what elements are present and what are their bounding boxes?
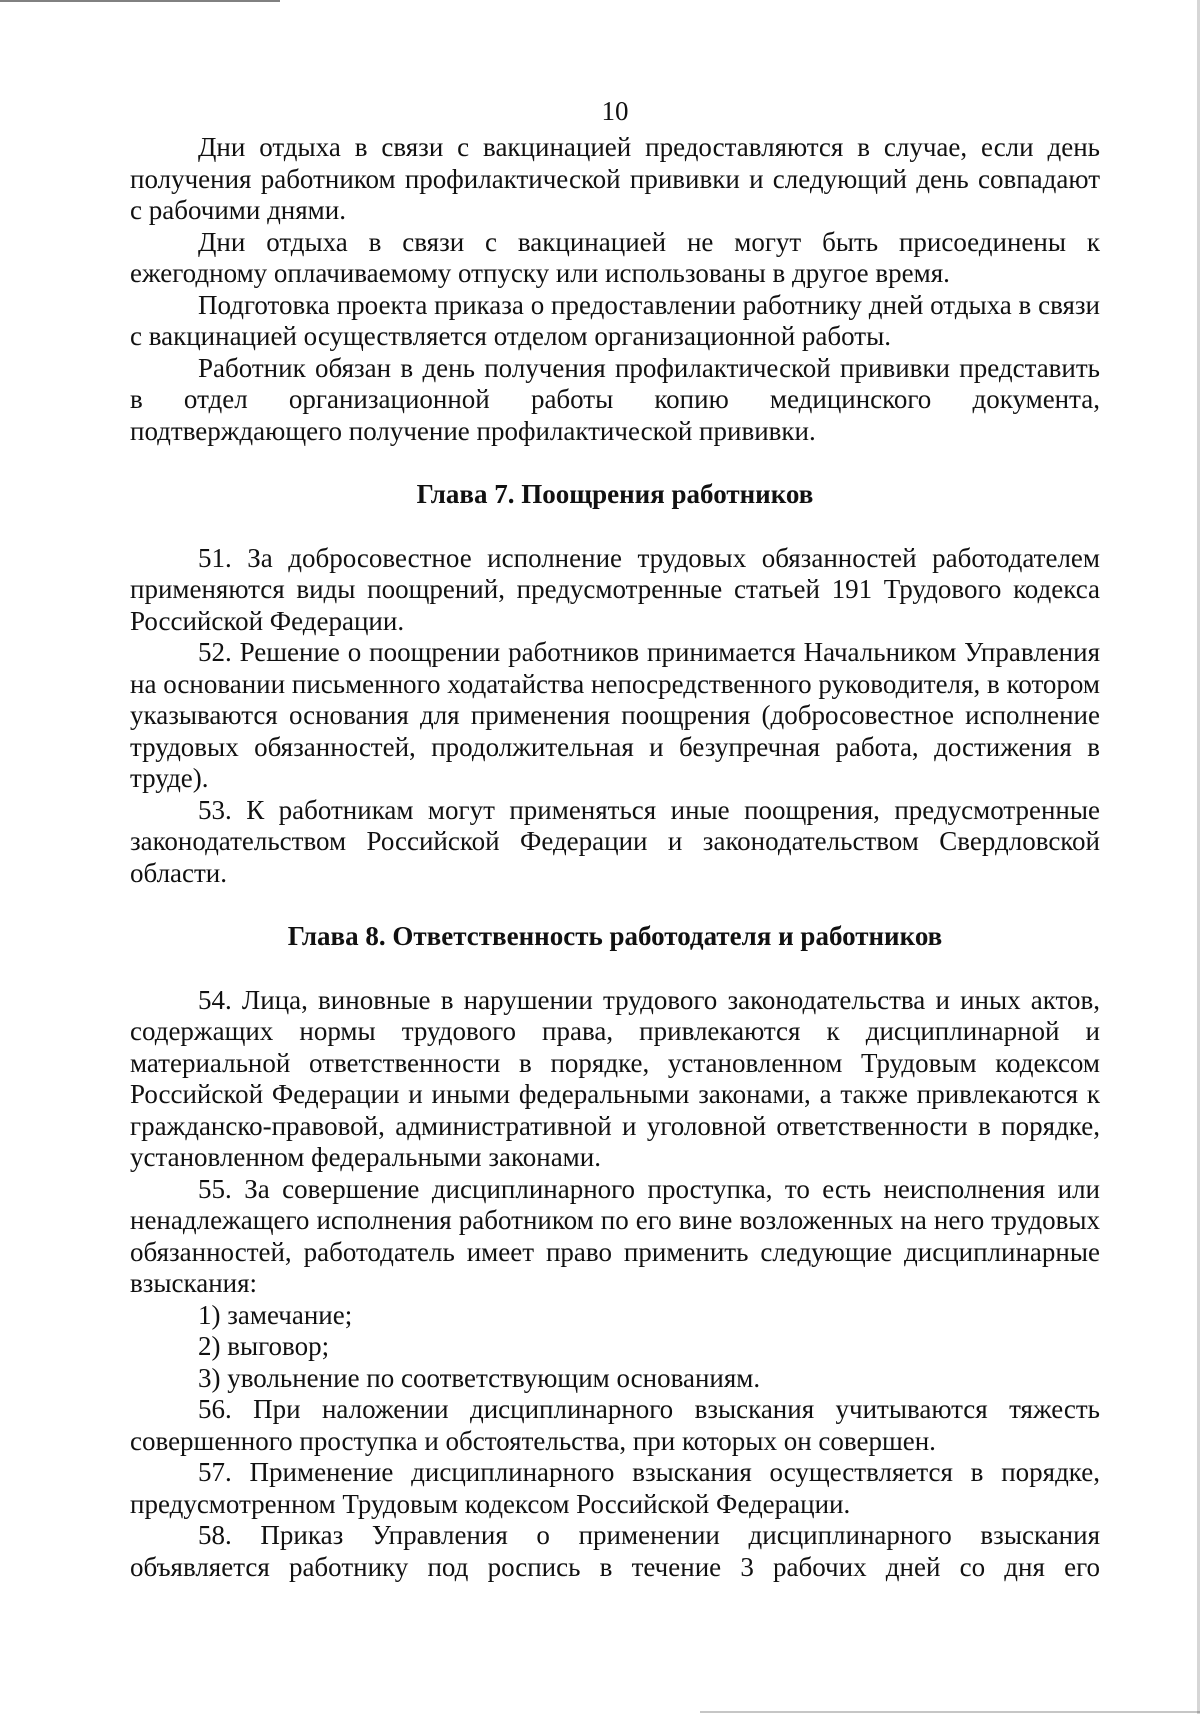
paragraph-51: 51. За добросовестное исполнение трудовых обязанностей работодателем применяются виды поощрений, предусмотренные статьей 191 Трудового кодекса Российской Федерации. bbox=[130, 542, 1100, 636]
scan-edge-top bbox=[0, 0, 280, 2]
list-item: 3) увольнение по соответствующим основаниям. bbox=[198, 1362, 761, 1393]
paragraph-56: 56. При наложении дисциплинарного взыскания учитываются тяжесть совершенного проступка и обстоятельства, при которых он совершен. bbox=[130, 1394, 1100, 1456]
paragraph: Подготовка проекта приказа о предоставлении работнику дней отдыха в связи с вакцинацией осуществляется отделом организационной работы. bbox=[130, 289, 1100, 351]
paragraph-52: 52. Решение о поощрении работников принимается Начальником Управления на основании письменного ходатайства непосредственного руководителя, в котором указываются основания для применения поощрения (добросовестное исполнение трудовых обязанностей, продолжительная и безупречная работа, достижения в труде). bbox=[130, 637, 1100, 793]
page-number: 10 bbox=[601, 96, 629, 126]
paragraph-55: 55. За совершение дисциплинарного проступка, то есть неисполнения или ненадлежащего исполнения работником по его вине возложенных на него трудовых обязанностей, работодатель имеет право применить следующие дисциплинарные взыскания: bbox=[130, 1173, 1100, 1298]
scan-edge-bottom bbox=[700, 1711, 1200, 1713]
chapter-title: Глава 7. Поощрения работников bbox=[416, 479, 814, 509]
document-body bbox=[130, 94, 1100, 1583]
chapter-title: Глава 8. Ответственность работодателя и работников bbox=[287, 921, 943, 951]
list-item: 1) замечание; bbox=[198, 1299, 353, 1330]
paragraph-58: 58. Приказ Управления о применении дисциплинарного взыскания объявляется работнику под роспись в течение 3 рабочих дней со дня его bbox=[130, 1520, 1100, 1582]
paragraph: Дни отдыха в связи с вакцинацией предоставляются в случае, если день получения работником профилактической прививки и следующий день совпадают с рабочими днями. bbox=[130, 132, 1100, 225]
list-item: 2) выговор; bbox=[198, 1331, 330, 1361]
paragraph: Дни отдыха в связи с вакцинацией не могут быть присоединены к ежегодному оплачиваемому отпуску или использованы в другое время. bbox=[130, 226, 1100, 288]
paragraph-57: 57. Применение дисциплинарного взыскания осуществляется в порядке, предусмотренном Трудовым кодексом Российской Федерации. bbox=[130, 1457, 1100, 1519]
paragraph-53: 53. К работникам могут применяться иные поощрения, предусмотренные законодательством Российской Федерации и законодательством Свердловской области. bbox=[130, 794, 1100, 888]
paragraph: Работник обязан в день получения профилактической прививки представить в отдел организационной работы копию медицинского документа, подтверждающего получение профилактической прививки. bbox=[130, 352, 1100, 446]
paragraph-54: 54. Лица, виновные в нарушении трудового законодательства и иных актов, содержащих нормы трудового права, привлекаются к дисциплинарной и материальной ответственности в порядке, установленном Трудовым кодексом Российской Федерации и иными федеральными законами, а также привлекаются к гражданско-правовой, административной и уголовной ответственности в порядке, установленном федеральными законами. bbox=[130, 984, 1100, 1172]
